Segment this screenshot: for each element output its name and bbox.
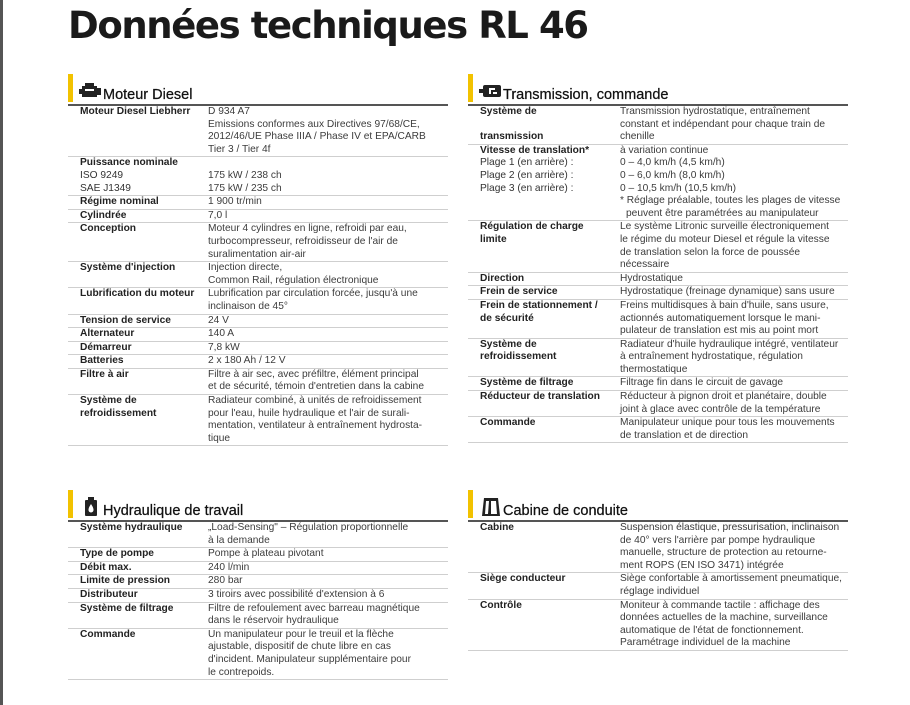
spec-label (468, 600, 620, 650)
spec-value (208, 223, 448, 261)
spec-value-line: Common Rail, régulation électronique (208, 274, 379, 286)
spec-value-line: peuvent être paramétrées au manipulateur (626, 207, 819, 219)
section-cabine (468, 490, 848, 651)
spec-value (208, 395, 448, 445)
spec-value-line: manuelle, structure de protection au retourne- (620, 547, 827, 559)
spec-value-line: Moteur 4 cylindres en ligne, refroidi par eau, (208, 223, 407, 235)
spec-value-line: 0 – 4,0 km/h (4,5 km/h) (620, 157, 725, 169)
spec-label (68, 603, 208, 628)
section-title: Transmission, commande (503, 87, 669, 103)
spec-label-line: Système de (80, 395, 137, 407)
spec-row (68, 288, 448, 314)
spec-value-line: pulateur de translation est mis au point mort (620, 325, 819, 337)
spec-rows (68, 106, 448, 446)
spec-value-line: suralimentation air-air (208, 248, 306, 260)
section-title: Moteur Diesel (103, 87, 193, 103)
spec-label (68, 157, 208, 195)
spec-label-line: Système de (480, 106, 537, 117)
spec-row (68, 106, 448, 157)
spec-label (468, 145, 620, 221)
spec-label (68, 548, 208, 561)
spec-value-line: Paramétrage individuel de la machine (620, 637, 791, 649)
spec-value-line: 7,8 kW (208, 341, 240, 353)
spec-label-line: Vitesse de translation* (480, 144, 590, 156)
spec-value-line: tique (208, 432, 231, 444)
spec-value-line: Hydrostatique (freinage dynamique) sans usure (620, 286, 835, 298)
spec-row (68, 603, 448, 629)
spec-value-line: 24 V (208, 314, 229, 326)
spec-label-line: Filtre à air (80, 368, 129, 380)
spec-value-line: actionnés automatiquement lorsque le mani- (620, 312, 821, 324)
spec-row (68, 328, 448, 342)
spec-row (68, 342, 448, 356)
spec-value (620, 377, 848, 390)
spec-value-line: de 40° vers l'arrière par pompe hydraulique (620, 534, 816, 546)
spec-value (208, 603, 448, 628)
spec-label (68, 342, 208, 355)
spec-label-line: Démarreur (80, 341, 132, 353)
spec-row (68, 315, 448, 329)
section-header (468, 74, 848, 104)
section-header (68, 74, 448, 104)
spec-value (208, 210, 448, 223)
spec-rows (468, 106, 848, 443)
spec-value-line: Manipulateur unique pour tous les mouvements (620, 417, 835, 429)
spec-label-line: refroidissement (480, 351, 557, 363)
spec-label (468, 300, 620, 338)
spec-label (68, 575, 208, 588)
spec-label-line: transmission (480, 131, 544, 143)
spec-label-line: refroidissement (80, 407, 157, 419)
spec-label-line: Conception (80, 223, 137, 235)
spec-value-line: constant et indépendant pour chaque train de (620, 118, 826, 130)
spec-value-line: 2 x 180 Ah / 12 V (208, 355, 286, 367)
spec-row (68, 210, 448, 224)
spec-value-line: 1 900 tr/min (208, 196, 262, 208)
spec-value-line: Tier 3 / Tier 4f (208, 143, 271, 155)
spec-value-line: 3 tiroirs avec possibilité d'extension à 6 (208, 588, 385, 600)
spec-label-line: Moteur Diesel Liebherr (80, 106, 191, 117)
spec-value-line: le contrepoids. (208, 666, 275, 678)
spec-label-line: limite (480, 233, 507, 245)
spec-value-line: * Réglage préalable, toutes les plages de vitesse (620, 195, 841, 207)
spec-label-line: Siège conducteur (480, 573, 566, 585)
spec-value-line: joint à glace avec contrôle de la température (620, 403, 821, 415)
spec-value-line: Injection directe, (208, 262, 283, 274)
spec-rows (68, 522, 448, 680)
spec-row (68, 575, 448, 589)
spec-value-line: de translation et de direction (620, 429, 748, 441)
section-header (468, 490, 848, 520)
spec-label-line: Alternateur (80, 328, 135, 340)
spec-value-line: Emissions conformes aux Directives 97/68/CE, (208, 118, 420, 130)
spec-label (68, 355, 208, 368)
engine-icon (79, 81, 103, 101)
hydraulic-oil-icon (79, 497, 103, 517)
spec-sublabel: SAE J1349 (80, 182, 131, 194)
spec-value-line: chenille (620, 131, 655, 143)
spec-value (620, 391, 848, 416)
transmission-icon (479, 81, 503, 101)
spec-value (620, 573, 848, 598)
spec-value-line: à entraînement hydrostatique, régulation (620, 351, 803, 363)
spec-row (468, 145, 848, 222)
spec-row (68, 522, 448, 548)
spec-value-line: 7,0 l (208, 209, 228, 221)
spec-label-line: Contrôle (480, 599, 522, 611)
spec-row (68, 369, 448, 395)
spec-value (208, 548, 448, 561)
spec-value-line: 0 – 10,5 km/h (10,5 km/h) (620, 182, 737, 194)
spec-value (208, 288, 448, 313)
spec-value-line: nécessaire (620, 259, 670, 271)
spec-label (468, 573, 620, 598)
spec-value (620, 339, 848, 377)
spec-label (68, 395, 208, 445)
spec-value-line: Radiateur combiné, à unités de refroidissement (208, 395, 422, 407)
spec-label (68, 210, 208, 223)
spec-value (208, 106, 448, 156)
spec-value-line: 280 bar (208, 575, 243, 587)
spec-label (68, 629, 208, 679)
spec-label-line: Système de filtrage (80, 602, 174, 614)
spec-row (468, 221, 848, 272)
spec-label (68, 106, 208, 156)
spec-value-line (208, 157, 446, 170)
spec-value-line: Filtrage fin dans le circuit de gavage (620, 377, 784, 389)
spec-row (68, 548, 448, 562)
spec-value-line: 140 A (208, 328, 235, 340)
section-accent-bar (68, 74, 73, 102)
spec-row (468, 522, 848, 573)
spec-value-line: Lubrification par circulation forcée, jusqu'à une (208, 288, 418, 300)
spec-label (468, 339, 620, 377)
spec-value-line: Le système Litronic surveille électroniquement (620, 221, 829, 233)
spec-value-line: Siège confortable à amortissement pneumatique, (620, 573, 842, 585)
spec-value (208, 522, 448, 547)
page-left-edge (0, 0, 3, 705)
section-transmission (468, 74, 848, 443)
spec-row (468, 417, 848, 443)
spec-row (68, 223, 448, 262)
spec-label-line: Réducteur de translation (480, 391, 601, 403)
spec-row (468, 286, 848, 300)
spec-sublabel: Plage 1 (en arrière) : (480, 157, 574, 169)
spec-label-line: Type de pompe (80, 548, 154, 560)
spec-value-line: et de sécurité, témoin d'entretien dans la cabine (208, 381, 425, 393)
spec-label-line: Direction (480, 272, 525, 284)
section-title: Cabine de conduite (503, 503, 628, 519)
spec-label-line: Puissance nominale (80, 157, 178, 169)
spec-value-line: Transmission hydrostatique, entraînement (620, 106, 810, 117)
spec-label-line: Régulation de charge (480, 221, 584, 233)
spec-label-line (480, 119, 620, 132)
spec-label (468, 273, 620, 286)
spec-label-line: Limite de pression (80, 575, 171, 587)
spec-value-line: 175 kW / 235 ch (208, 182, 282, 194)
spec-label (468, 391, 620, 416)
spec-label-line: Frein de stationnement / (480, 299, 598, 311)
spec-label-line: de sécurité (480, 312, 534, 324)
spec-value-line: turbocompresseur, refroidisseur de l'air de (208, 235, 398, 247)
spec-value-line: réglage individuel (620, 585, 700, 597)
spec-row (68, 196, 448, 210)
spec-label (68, 328, 208, 341)
cab-icon (479, 497, 503, 517)
spec-value-line: Suspension élastique, pressurisation, inclinaison (620, 522, 840, 533)
section-title: Hydraulique de travail (103, 503, 244, 519)
spec-value-line: 0 – 6,0 km/h (8,0 km/h) (620, 169, 725, 181)
spec-value (620, 600, 848, 650)
spec-sublabel: Plage 2 (en arrière) : (480, 169, 574, 181)
spec-value (620, 273, 848, 286)
spec-label (68, 262, 208, 287)
spec-value-line: automatique de l'état de fonctionnement. (620, 624, 804, 636)
spec-value (208, 589, 448, 602)
spec-value (208, 575, 448, 588)
spec-label-line: Batteries (80, 355, 124, 367)
spec-value-line: Moniteur à commande tactile : affichage des (620, 599, 820, 611)
spec-value-line: ajustable, dispositif de chute libre en cas (208, 641, 391, 653)
spec-row (468, 377, 848, 391)
spec-row (68, 629, 448, 680)
spec-label-line: Système d'injection (80, 262, 176, 274)
spec-value-line: ment ROPS (EN ISO 3471) intégrée (620, 559, 784, 571)
spec-value (208, 315, 448, 328)
spec-value (620, 522, 848, 572)
spec-value-line: Un manipulateur pour le treuil et la flèche (208, 628, 394, 640)
spec-value-line: de translation selon la force de poussée (620, 246, 801, 258)
spec-row (468, 273, 848, 287)
section-accent-bar (468, 74, 473, 102)
spec-value (620, 221, 848, 271)
section-header (68, 490, 448, 520)
spec-value-line: dans le réservoir hydraulique (208, 615, 339, 627)
spec-value (620, 145, 848, 221)
spec-rows (468, 522, 848, 651)
spec-value-line: inclinaison de 45° (208, 300, 288, 312)
spec-value-line: données actuelles de la machine, surveillance (620, 612, 828, 624)
spec-value (208, 369, 448, 394)
spec-value (620, 300, 848, 338)
page-title: Données techniques RL 46 (68, 4, 588, 47)
spec-label-line: Système hydraulique (80, 522, 183, 533)
spec-label-line: Lubrification du moteur (80, 288, 195, 300)
spec-label-line: Système de filtrage (480, 377, 574, 389)
spec-value (620, 106, 848, 144)
spec-value (208, 562, 448, 575)
spec-value-line: thermostatique (620, 363, 688, 375)
spec-row (468, 106, 848, 145)
section-hydraulique (68, 490, 448, 680)
spec-value-line: à la demande (208, 534, 270, 546)
spec-label-line: Débit max. (80, 561, 132, 573)
section-moteur-diesel (68, 74, 448, 446)
spec-value-line: Hydrostatique (620, 272, 683, 284)
spec-value (620, 286, 848, 299)
spec-value-line: le régime du moteur Diesel et régule la vitesse (620, 233, 830, 245)
spec-value-line: Radiateur d'huile hydraulique intégré, ventilateur (620, 338, 839, 350)
spec-label-line: Système de (480, 338, 537, 350)
spec-label (68, 522, 208, 547)
section-accent-bar (68, 490, 73, 518)
spec-label-line: Frein de service (480, 286, 558, 298)
spec-row (68, 157, 448, 196)
spec-label-line: Cylindrée (80, 209, 127, 221)
spec-value-line: D 934 A7 (208, 106, 250, 117)
spec-label (68, 369, 208, 394)
spec-label (68, 589, 208, 602)
spec-label (468, 417, 620, 442)
spec-value-line: Freins multidisques à bain d'huile, sans usure, (620, 299, 829, 311)
spec-row (468, 300, 848, 339)
spec-row (68, 355, 448, 369)
spec-label-line: Commande (480, 417, 536, 429)
spec-value-line: „Load-Sensing" – Régulation proportionnelle (208, 522, 409, 533)
spec-value (208, 196, 448, 209)
spec-value (208, 629, 448, 679)
spec-value (208, 355, 448, 368)
spec-label (468, 106, 620, 144)
spec-value (208, 157, 448, 195)
section-accent-bar (468, 490, 473, 518)
spec-label (468, 377, 620, 390)
spec-label (68, 315, 208, 328)
spec-sublabel: ISO 9249 (80, 169, 124, 181)
spec-row (68, 262, 448, 288)
spec-value (208, 328, 448, 341)
spec-label-line: Cabine (480, 522, 514, 533)
spec-value-line: 240 l/min (208, 561, 250, 573)
spec-row (68, 589, 448, 603)
spec-label (468, 522, 620, 572)
spec-value-line: Filtre de refoulement avec barreau magnétique (208, 602, 420, 614)
spec-row (68, 562, 448, 576)
spec-label (68, 196, 208, 209)
spec-value-line: pour l'eau, huile hydraulique et l'air de surali- (208, 407, 410, 419)
spec-label-line: Régime nominal (80, 196, 159, 208)
spec-value (208, 342, 448, 355)
spec-label (68, 223, 208, 261)
spec-row (68, 395, 448, 446)
spec-value-line: 2012/46/UE Phase IIIA / Phase IV et EPA/CARB (208, 131, 426, 143)
spec-label (468, 221, 620, 271)
spec-value-line: Pompe à plateau pivotant (208, 548, 324, 560)
spec-value (208, 262, 448, 287)
spec-value-line: d'incident. Manipulateur supplémentaire pour (208, 653, 411, 665)
spec-value-line: à variation continue (620, 144, 709, 156)
spec-label-line: Tension de service (80, 314, 171, 326)
spec-value (620, 417, 848, 442)
spec-label (468, 286, 620, 299)
spec-label-line: Distributeur (80, 588, 138, 600)
spec-value-line: 175 kW / 238 ch (208, 169, 282, 181)
spec-row (468, 339, 848, 378)
spec-row (468, 391, 848, 417)
spec-row (468, 600, 848, 651)
spec-value-line: Réducteur à pignon droit et planétaire, double (620, 391, 827, 403)
spec-value-line: Filtre à air sec, avec préfiltre, élément principal (208, 368, 419, 380)
spec-row (468, 573, 848, 599)
spec-value-line: mentation, ventilateur à entraînement hydrosta- (208, 420, 423, 432)
spec-sublabel: Plage 3 (en arrière) : (480, 182, 574, 194)
spec-label (68, 288, 208, 313)
spec-label (68, 562, 208, 575)
spec-label-line: Commande (80, 628, 136, 640)
